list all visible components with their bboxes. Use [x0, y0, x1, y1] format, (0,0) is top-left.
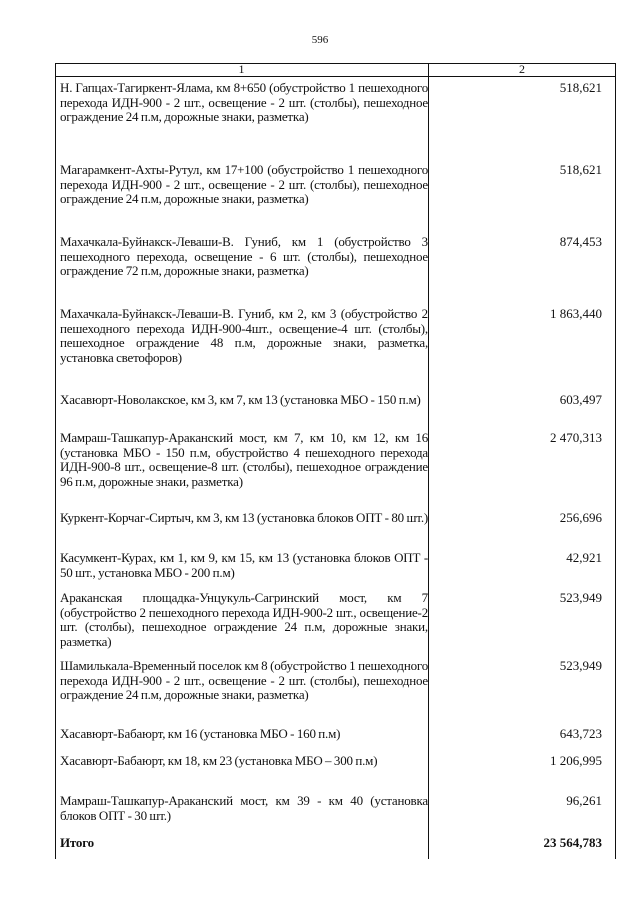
row-amount: 523,949	[559, 590, 602, 605]
table-row	[55, 307, 616, 393]
row-description: Хасавюрт-Новолакское, км 3, км 7, км 13 (установка МБО - 150 п.м)	[60, 392, 421, 407]
row-description: Араканская площадка-Унцукуль-Сагринский мост, км 7 (обустройство 2 пешеходного перехода ИДН-900-2 шт., освещение-2 шт. (столбы), пешеходное ограждение 24 п.м, дорожные знаки, разметка)	[60, 590, 428, 649]
row-description: Хасавюрт-Бабаюрт, км 16 (установка МБО - 160 п.м)	[60, 726, 341, 741]
table-row	[55, 81, 616, 163]
row-amount: 643,723	[559, 726, 602, 741]
total-amount: 23 564,783	[543, 835, 602, 850]
row-description: Махачкала-Буйнакск-Леваши-В. Гуниб, км 2, км 3 (обустройство 2 пешеходного перехода ИДН-900-4шт., освещение-4 шт. (столбы), пешеходное ограждение 48 п.м, дорожные знаки, разметка, установка светофоров)	[60, 306, 428, 365]
row-amount: 96,261	[566, 793, 602, 808]
row-amount: 1 863,440	[550, 306, 602, 321]
row-description: Мамраш-Ташкапур-Араканский мост, км 39 - км 40 (установка блоков ОПТ - 30 шт.)	[60, 793, 428, 823]
table-header-rule	[55, 76, 616, 77]
table-row	[55, 393, 616, 431]
row-description: Магарамкент-Ахты-Рутул, км 17+100 (обустройство 1 пешеходного перехода ИДН-900 - 2 шт., освещение - 2 шт. (столбы), пешеходное ограждение 24 п.м, дорожные знаки, разметка)	[60, 162, 428, 206]
table-row	[55, 431, 616, 511]
table-row	[55, 591, 616, 659]
page-number: 596	[311, 34, 329, 46]
column-header-1: 1	[238, 62, 245, 76]
table-row	[55, 163, 616, 235]
row-amount: 256,696	[559, 510, 602, 525]
table-row	[55, 754, 616, 794]
row-amount: 518,621	[559, 80, 602, 95]
total-label: Итого	[60, 835, 94, 850]
table-row	[55, 794, 616, 836]
row-amount: 523,949	[559, 658, 602, 673]
table-row	[55, 727, 616, 754]
row-amount: 42,921	[566, 550, 602, 565]
total-row	[55, 836, 616, 856]
column-header-2: 2	[519, 62, 525, 76]
cost-table	[55, 63, 616, 863]
row-description: Касумкент-Курах, км 1, км 9, км 15, км 13 (установка блоков ОПТ - 50 шт., установка МБО - 200 п.м)	[60, 550, 428, 580]
row-amount: 1 206,995	[550, 753, 602, 768]
row-amount: 603,497	[559, 392, 602, 407]
table-body	[55, 81, 616, 856]
row-amount: 2 470,313	[550, 430, 602, 445]
row-description: Хасавюрт-Бабаюрт, км 18, км 23 (установка МБО – 300 п.м)	[60, 753, 378, 768]
row-amount: 518,621	[559, 162, 602, 177]
table-row	[55, 235, 616, 307]
row-description: Махачкала-Буйнакск-Леваши-В. Гуниб, км 1 (обустройство 3 пешеходного перехода, освещение - 6 шт. (столбы), пешеходное ограждение 72 п.м, дорожные знаки, разметка)	[60, 234, 428, 278]
row-amount: 874,453	[559, 234, 602, 249]
row-description: Н. Гапцах-Тагиркент-Ялама, км 8+650 (обустройство 1 пешеходного перехода ИДН-900 - 2 шт., освещение - 2 шт. (столбы), пешеходное ограждение 24 п.м, дорожные знаки, разметка)	[60, 80, 428, 124]
row-description: Мамраш-Ташкапур-Араканский мост, км 7, км 10, км 12, км 16 (установка МБО - 150 п.м, обустройство 4 пешеходного перехода ИДН-900-8 шт., освещение-8 шт. (столбы), пешеходное ограждение 96 п.м, дорожные знаки, разметка)	[60, 430, 428, 489]
table-row	[55, 551, 616, 591]
table-row	[55, 511, 616, 551]
table-row	[55, 659, 616, 727]
row-description: Куркент-Корчаг-Сиртыч, км 3, км 13 (установка блоков ОПТ - 80 шт.)	[60, 510, 428, 525]
row-description: Шамилькала-Временный поселок км 8 (обустройство 1 пешеходного перехода ИДН-900 - 2 шт., освещение - 2 шт. (столбы), пешеходное ограждение 24 п.м, дорожные знаки, разметка)	[60, 658, 428, 702]
